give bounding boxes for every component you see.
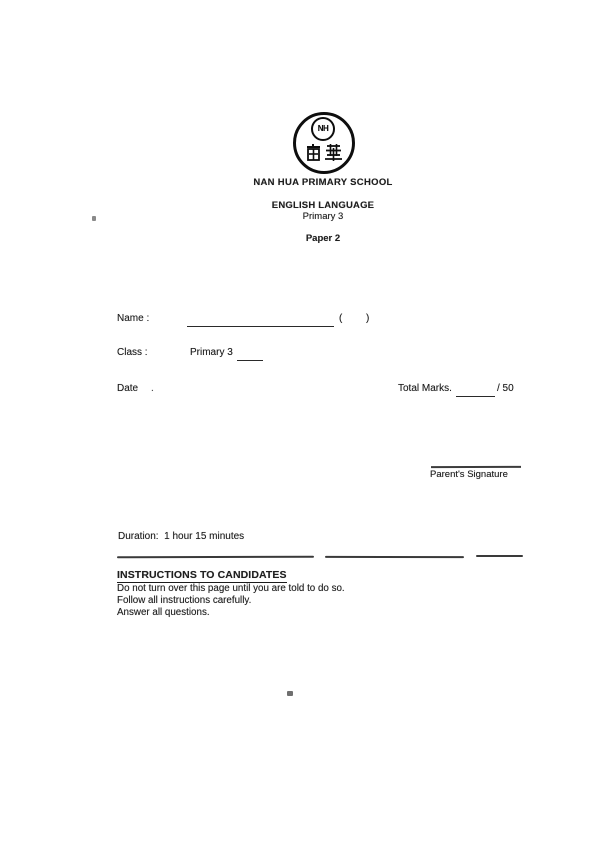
total-marks-max: / 50	[497, 383, 514, 394]
index-paren-close: )	[366, 313, 370, 324]
name-label: Name :	[117, 313, 150, 324]
paper-level: Primary 3	[302, 211, 344, 222]
logo-initials: NH	[317, 124, 329, 133]
class-value: Primary 3	[190, 347, 233, 358]
divider-segment	[325, 556, 464, 558]
signature-label: Parent's Signature	[430, 469, 508, 480]
class-label: Class :	[117, 347, 148, 358]
scan-speck	[287, 691, 293, 696]
index-paren-open: (	[339, 313, 343, 324]
instructions-heading: INSTRUCTIONS TO CANDIDATES	[117, 569, 287, 581]
instruction-line: Answer all questions.	[117, 607, 210, 618]
divider-segment	[476, 555, 523, 557]
school-name: NAN HUA PRIMARY SCHOOL	[253, 177, 393, 188]
duration-text: Duration: 1 hour 15 minutes	[118, 531, 245, 542]
divider-segment	[117, 556, 314, 559]
class-input-line	[237, 349, 263, 361]
total-marks-input-line	[456, 385, 495, 397]
instruction-line: Follow all instructions carefully.	[117, 595, 252, 606]
school-logo	[293, 112, 355, 174]
paper-number: Paper 2	[305, 233, 341, 244]
name-input-line	[187, 315, 334, 327]
logo-nh-monogram	[311, 117, 335, 141]
scan-speck	[92, 216, 96, 221]
paper-subject: ENGLISH LANGUAGE	[271, 200, 375, 211]
logo-chinese-characters-icon	[305, 143, 343, 161]
date-label: Date	[117, 383, 139, 394]
total-marks-label: Total Marks.	[398, 383, 452, 394]
instruction-line: Do not turn over this page until you are told to do so.	[117, 583, 345, 594]
signature-line	[431, 458, 521, 468]
date-punct: .	[151, 383, 154, 394]
